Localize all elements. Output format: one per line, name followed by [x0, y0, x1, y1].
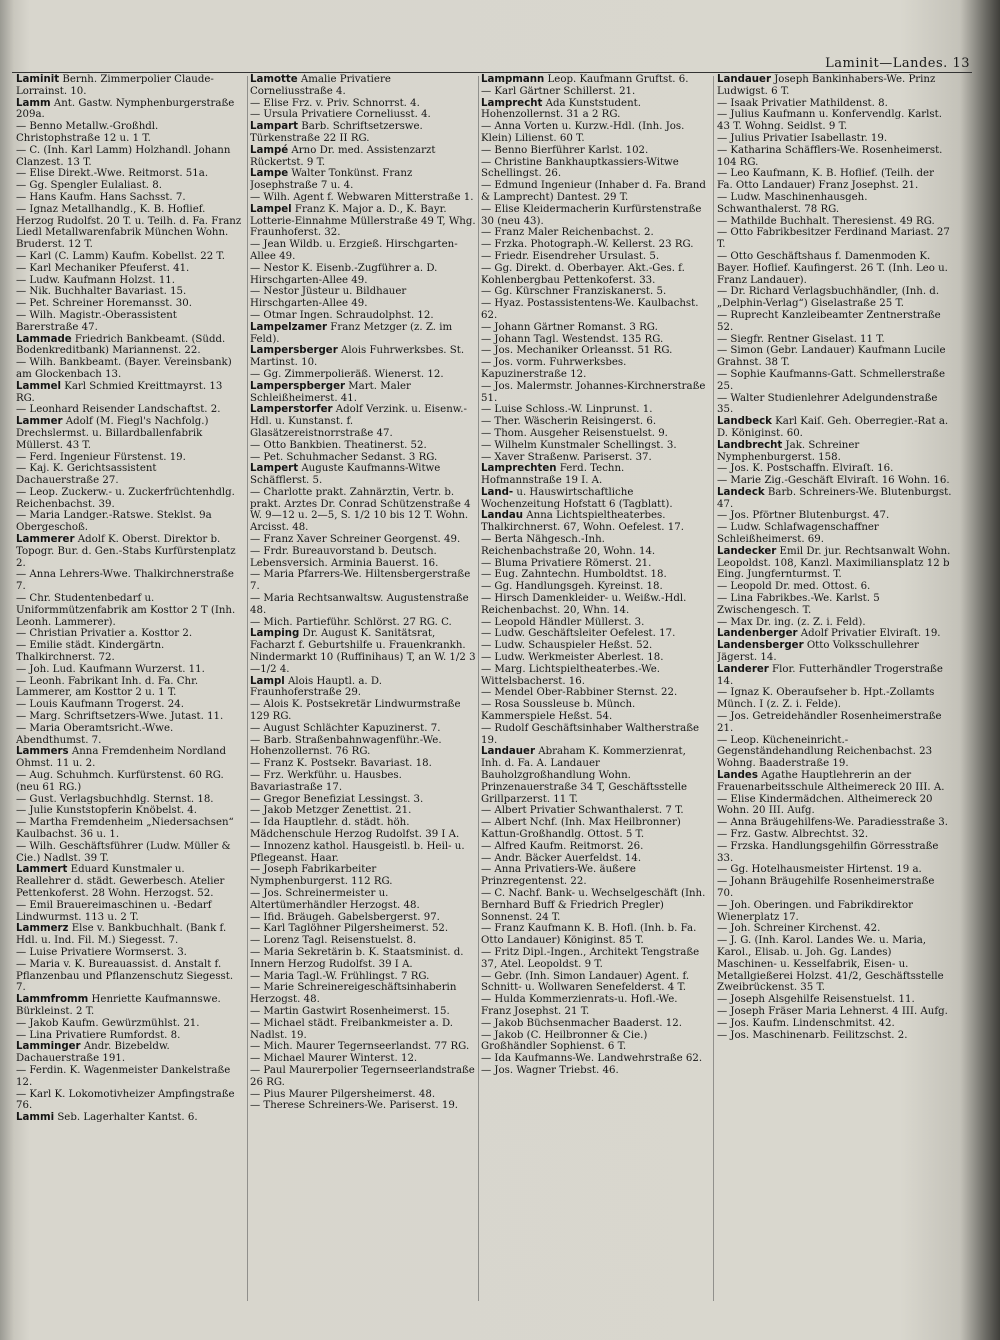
- directory-entry: — Jos. Maschinenarb. Feilitzschst. 2.: [717, 1029, 908, 1041]
- directory-entry: — Gg. Spengler Eulaliast. 8.: [16, 180, 163, 192]
- directory-entry: — Otto Bankbien. Theatinerst. 52.: [250, 439, 427, 451]
- directory-entry: — Maria Landger.-Ratswe. Steklst. 9a Obergeschoß.: [16, 510, 212, 534]
- directory-entry: Lammers Anna Fremdenheim Nordland Ohmst. 11 u. 2.: [16, 746, 226, 770]
- directory-entry: — Ignaz Metallhandlg., K. B. Hoflief. Herzog Rudolfst. 20 T. u. Teilh. d. Fa. Franz Liedl Metallwarenfabrik München Wohn. Bruderst. 12 T.: [16, 203, 242, 251]
- entry-surname: Landecker: [717, 545, 777, 557]
- directory-entry: — Friedr. Eisendreher Ursulast. 5.: [481, 250, 660, 262]
- entry-surname: Lampart: [250, 121, 299, 133]
- directory-entry: — Charlotte prakt. Zahnärztin, Vertr. b. prakt. Arztes Dr. Conrad Schützenstraße 4 W. 9—12 u. 2—5, S. 1/2 10 bis 12 T. Wohn. Arcisst. 48.: [250, 486, 471, 534]
- directory-entry: — Otto Geschäftshaus f. Damenmoden K. Bayer. Hoflief. Kaufingerst. 26 T. (Inh. Leo u. Franz Landauer).: [717, 250, 948, 286]
- directory-entry: — Bluma Privatiere Römerst. 21.: [481, 557, 652, 569]
- column-separator: [478, 76, 479, 1301]
- directory-entry: — Maria Rechtsanwaltsw. Augustenstraße 48.: [250, 593, 469, 616]
- directory-entry: — Leop. Kücheneinricht.-Gegenständehandlung Reichenbachst. 23 Wohng. Baaderstraße 19.: [717, 734, 933, 770]
- directory-entry: — Gg. Direkt. d. Oberbayer. Akt.-Ges. f. Kohlenbergbau Pettenkoferst. 33.: [481, 262, 685, 286]
- directory-entry: — Luise Schloss.-W. Linprunst. 1.: [481, 404, 653, 416]
- directory-entry: — Alfred Kaufm. Reitmorst. 26.: [481, 840, 644, 852]
- directory-entry: — Albert Nchf. (Inh. Max Heilbronner) Kattun-Großhandlg. Ottost. 5 T.: [481, 817, 681, 840]
- directory-entry: — Jakob (C. Heilbronner & Cie.) Großhändler Sophienst. 6 T.: [481, 1029, 648, 1053]
- directory-entry: Lampert Auguste Kaufmanns-Witwe Schäfflerst. 5.: [250, 463, 441, 487]
- directory-entry: Landerer Flor. Futterhändler Trogerstraße 14.: [717, 663, 943, 687]
- entry-surname: Landbrecht: [717, 439, 783, 451]
- directory-entry: — Emil Brauereimaschinen u. -Bedarf Lindwurmst. 113 u. 2 T.: [16, 899, 212, 923]
- directory-entry: — C. (Inh. Karl Lamm) Holzhandl. Johann Clanzest. 13 T.: [16, 144, 231, 168]
- directory-entry: — Barb. Straßenbahnwagenführ.-We. Hohenzollernst. 76 RG.: [250, 734, 442, 758]
- directory-entry: — Nestor Jüsteur u. Bildhauer Hirschgarten-Allee 49.: [250, 286, 407, 310]
- directory-entry: — Frzka. Photograph.-W. Kellerst. 23 RG.: [481, 239, 694, 251]
- directory-entry: — Jos. Malermstr. Johannes-Kirchnerstraße 51.: [481, 380, 706, 404]
- directory-entry: Laminit Bernh. Zimmerpolier Claude-Lorrainst. 10.: [16, 74, 214, 97]
- directory-entry: Landensberger Otto Volksschullehrer Jägerst. 14.: [717, 640, 919, 664]
- directory-entry: Lammi Seb. Lagerhalter Kantst. 6.: [16, 1112, 198, 1124]
- directory-entry: — Martin Gastwirt Rosenheimerst. 15.: [250, 1005, 450, 1017]
- directory-entry: — Eug. Zahntechn. Humboldtst. 18.: [481, 569, 667, 581]
- directory-entry: — Julius Kaufmann u. Konfervendlg. Karlst. 43 T. Wohng. Seidlst. 9 T.: [717, 109, 942, 133]
- directory-entry: Landenberger Adolf Privatier Elviraſt. 19.: [717, 628, 941, 640]
- directory-entry: — Frzska. Handlungsgehilfin Görresstraße 33.: [717, 840, 939, 864]
- entry-surname: Lammer: [16, 416, 63, 428]
- entry-surname: Lamprechten: [481, 463, 557, 475]
- directory-entry: — Wilh. Geschäftsführer (Ludw. Müller & Cie.) Nadlst. 39 T.: [16, 840, 231, 864]
- directory-entry: — Isaak Privatier Mathildenst. 8.: [717, 97, 888, 109]
- entry-surname: Lampel: [250, 203, 292, 215]
- directory-entry: — Wilh. Agent f. Webwaren Mitterstraße 1.: [250, 191, 474, 203]
- directory-entry: — Otmar Ingen. Schraudolphst. 12.: [250, 309, 434, 321]
- entry-surname: Lampmann: [481, 74, 545, 85]
- directory-entry: — Mathilde Buchhalt. Theresienst. 49 RG.: [717, 215, 935, 227]
- directory-entry: — Emilie städt. Kindergärtn. Thalkirchnerst. 72.: [16, 640, 165, 664]
- directory-entry: — Rosa Soussleuse b. Münch. Kammerspiele Heßst. 54.: [481, 699, 636, 723]
- entry-surname: Lamperstorfer: [250, 404, 333, 416]
- directory-entry: Landauer Joseph Bankinhabers-We. Prinz Ludwigst. 6 T.: [717, 74, 936, 97]
- directory-entry: — Walter Studienlehrer Adelgundenstraße 35.: [717, 392, 938, 416]
- directory-entry: — Katharina Schäfflers-We. Rosenheimerst. 104 RG.: [717, 144, 943, 168]
- directory-entry: — Joseph Fabrikarbeiter Nymphenburgerst. 112 RG.: [250, 864, 393, 888]
- directory-entry: — Chr. Studentenbedarf u. Uniformmützenfabrik am Kosttor 2 T (Inh. Leonh. Lammerer).: [16, 593, 236, 628]
- directory-entry: — Ther. Wäscherin Reisingerst. 6.: [481, 416, 657, 428]
- directory-entry: — Maria Tagl.-W. Frühlingst. 7 RG.: [250, 970, 430, 982]
- directory-entry: — Gust. Verlagsbuchhdlg. Sternst. 18.: [16, 793, 214, 805]
- entry-surname: Lammers: [16, 746, 69, 758]
- directory-entry: — Anna Vorten u. Kurzw.-Hdl. (Inh. Jos. Klein) Lilienst. 60 T.: [481, 121, 685, 144]
- directory-entry: — Wilh. Bankbeamt. (Bayer. Vereinsbank) am Glockenbach 13.: [16, 357, 232, 380]
- directory-entry: — Jakob Büchsenmacher Baaderst. 12.: [481, 1017, 682, 1029]
- directory-entry: — J. G. (Inh. Karol. Landes We. u. Maria, Karol., Elisab. u. Joh. Gg. Landes) Maschinen- u. Kesselfabrik, Eisen- u. Metallgießerei Holzst. 41/2, Geschäftsstelle Zweibrückenst. 35 T.: [717, 935, 944, 994]
- entry-surname: Lampelzamer: [250, 321, 328, 333]
- directory-entry: — Elise Direkt.-Wwe. Reitmorst. 51a.: [16, 168, 209, 180]
- directory-entry: — Xaver Straßenw. Pariserst. 37.: [481, 451, 652, 463]
- directory-entry: Landecker Emil Dr. jur. Rechtsanwalt Wohn. Leopoldst. 108, Kanzl. Maximiliansplatz 12 b Eing. Jungfernturmst. T.: [717, 545, 951, 581]
- entry-surname: Lamping: [250, 628, 300, 640]
- directory-entry: Lammade Friedrich Bankbeamt. (Südd. Bodenkreditbank) Mariannenst. 22.: [16, 333, 226, 357]
- directory-entry: Lammert Eduard Kunstmaler u. Reallehrer d. städt. Gewerbesch. Atelier Pettenkoferst. 28 Wohn. Herzogst. 52.: [16, 864, 225, 899]
- entry-surname: Lampert: [250, 463, 299, 475]
- entry-surname: Land-: [481, 486, 514, 498]
- directory-entry: Lamperstorfer Adolf Verzink. u. Eisenw.-Hdl. u. Kunstanst. f. Glasätzereistnorrstraße 47.: [250, 404, 467, 439]
- directory-entry: — Anna Privatiers-We. äußere Prinzregentenst. 22.: [481, 864, 636, 888]
- directory-entry: — Hyaz. Postassistentens-We. Kaulbachst. 62.: [481, 298, 699, 321]
- directory-entry: — Sophie Kaufmanns-Gatt. Schmellerstraße 25.: [717, 368, 946, 392]
- directory-entry: — Lina Privatiere Rumfordst. 8.: [16, 1029, 181, 1041]
- directory-entry: — Franz Xaver Schreiner Georgenst. 49.: [250, 534, 461, 546]
- directory-entry: Lammer Adolf (M. Fiegl's Nachfolg.) Drechslermst. u. Billardballenfabrik Müllerst. 43 T.: [16, 416, 209, 451]
- directory-entry: — Johann Bräugehilfe Rosenheimerstraße 70.: [717, 876, 935, 899]
- directory-entry: — Pet. Schreiner Horemansst. 30.: [16, 298, 192, 310]
- directory-entry: — Otto Fabrikbesitzer Ferdinand Mariast. 27 T.: [717, 227, 950, 251]
- directory-entry: — Maria Oberamtsricht.-Wwe. Abendthumst. 7.: [16, 722, 174, 746]
- page-header: [760, 56, 970, 71]
- directory-entry: — Maria Sekretärin b. K. Staatsminist. d. Innern Herzog Rudolfst. 39 I A.: [250, 946, 464, 970]
- entry-surname: Landes: [717, 770, 758, 782]
- directory-entry: Landbeck Karl Kaiſ. Geh. Oberregier.-Rat a. D. Königinst. 60.: [717, 416, 949, 439]
- directory-entry: — Joh. Oberingen. und Fabrikdirektor Wienerplatz 17.: [717, 899, 913, 923]
- directory-entry: — Paul Maurerpolier Tegernseerlandstraße 26 RG.: [250, 1064, 475, 1088]
- directory-entry: — Franz Maler Reichenbachst. 2.: [481, 227, 654, 239]
- entry-surname: Landauer: [717, 74, 771, 85]
- column-1: [16, 74, 242, 1304]
- entry-surname: Landensberger: [717, 640, 804, 652]
- directory-entry: — Nik. Buchhalter Bavariast. 15.: [16, 286, 187, 298]
- entry-surname: Lamperspberger: [250, 380, 346, 392]
- directory-entry: Lamping Dr. August K. Sanitätsrat, Facharzt f. Geburtshilfe u. Frauenkrankh. Nindermarkt 10 (Ruffinihaus) T, an W. 1/2 3—1/2 4.: [250, 628, 476, 675]
- directory-entry: Landbrecht Jak. Schreiner Nymphenburgerst. 158.: [717, 439, 860, 463]
- directory-entry: Landes Agathe Hauptlehrerin an der Frauenarbeitsschule Altheimereck 20 III. A.: [717, 770, 945, 793]
- directory-entry: — Johann Tagl. Westendst. 135 RG.: [481, 333, 664, 345]
- directory-entry: — Christine Bankhauptkassiers-Witwe Schellingst. 26.: [481, 156, 679, 180]
- directory-entry: — Gg. Handlungsgeh. Kyreinst. 18.: [481, 581, 663, 593]
- directory-entry: — Ruprecht Kanzleibeamter Zentnerstraße 52.: [717, 309, 941, 333]
- entry-surname: Landau: [481, 510, 524, 522]
- entry-surname: Landauer: [481, 746, 535, 758]
- column-separator: [247, 76, 248, 1301]
- directory-entry: — Marie Zig.-Geschäft Elviraſt. 16 Wohn. 16.: [717, 475, 950, 487]
- directory-entry: — Maria v. K. Bureauassist. d. Anstalt f. Pflanzenbau und Pflanzenschutz Siegesst. 7.: [16, 958, 234, 994]
- directory-entry: — Leonh. Fabrikant Inh. d. Fa. Chr. Lammerer, am Kosttor 2 u. 1 T.: [16, 675, 199, 699]
- directory-entry: — Andr. Bäcker Auerfeldst. 14.: [481, 852, 642, 864]
- directory-entry: Lampelzamer Franz Metzger (z. Z. im Feld).: [250, 321, 453, 345]
- directory-entry: Lamotte Amalie Privatiere Corneliusstraße 4.: [250, 74, 391, 97]
- entry-surname: Lamotte: [250, 74, 298, 85]
- directory-entry: — Ludw. Maschinenhausgeh. Schwanthalerst. 78 RG.: [717, 191, 868, 215]
- entry-surname: Landenberger: [717, 628, 798, 640]
- directory-entry: — Maria Pfarrers-We. Hiltensbergerstraße 7.: [250, 569, 471, 593]
- entry-surname: Lamminger: [16, 1041, 81, 1053]
- directory-entry: — Louis Kaufmann Trogerst. 24.: [16, 699, 184, 711]
- directory-entry: — Benno Bierführer Karlst. 102.: [481, 144, 649, 156]
- directory-entry: — Marg. Schriftsetzers-Wwe. Jutast. 11.: [16, 711, 224, 723]
- directory-entry: — Christian Privatier a. Kosttor 2.: [16, 628, 193, 640]
- directory-entry: — Johann Gärtner Romanst. 3 RG.: [481, 321, 658, 333]
- directory-entry: — Gg. Kürschner Franziskanerst. 5.: [481, 286, 667, 298]
- directory-entry: — Jos. vorm. Fuhrwerksbes. Kapuzinerstraße 12.: [481, 357, 627, 380]
- directory-entry: — Ludw. Schlafwagenschaffner Schleißheimerst. 69.: [717, 522, 879, 546]
- entry-surname: Lammel: [16, 380, 61, 392]
- entry-surname: Lammerz: [16, 923, 69, 935]
- entry-surname: Lamprecht: [481, 97, 543, 109]
- directory-entry: — Simon (Gebr. Landauer) Kaufmann Lucile Grahnst. 38 T.: [717, 345, 946, 369]
- directory-entry: — Karl (C. Lamm) Kaufm. Kobellst. 22 T.: [16, 250, 225, 262]
- directory-entry: — Frdr. Bureauvorstand b. Deutsch. Lebensversich. Arminia Bauerst. 16.: [250, 545, 439, 569]
- directory-entry: — Ferd. Ingenieur Fürstenst. 19.: [16, 451, 186, 463]
- directory-entry: — Jos. Getreidehändler Rosenheimerstraße 21.: [717, 711, 942, 734]
- directory-entry: Lampe Walter Tonkünst. Franz Josephstraße 7 u. 4.: [250, 168, 413, 192]
- directory-entry: — Benno Metallw.-Großhdl. Christophstraße 12 u. 1 T.: [16, 121, 159, 144]
- directory-entry: — Franz K. Postsekr. Bavariast. 18.: [250, 758, 432, 770]
- directory-entry: — Nestor K. Eisenb.-Zugführer a. D. Hirschgarten-Allee 49.: [250, 262, 438, 286]
- directory-entry: — Gg. Zimmerpolieräß. Wienerst. 12.: [250, 368, 444, 380]
- directory-entry: Lamminger Andr. Bizebeldw. Dachauerstraße 191.: [16, 1041, 170, 1065]
- directory-entry: — Leopold Dr. med. Ottost. 6.: [717, 581, 871, 593]
- directory-entry: — Dr. Richard Verlagsbuchhändler, (Inh. d. „Delphin-Verlag“) Giselastraße 25 T.: [717, 286, 940, 310]
- directory-entry: Landau Anna Lichtspieltheaterbes. Thalkirchnerst. 67, Wohn. Oefelest. 17.: [481, 510, 684, 534]
- entry-surname: Lampl: [250, 675, 285, 687]
- directory-entry: — Mich. Partieführ. Schlörst. 27 RG. C.: [250, 616, 452, 628]
- directory-entry: — Ferdin. K. Wagenmeister Dankelstraße 12.: [16, 1064, 231, 1088]
- directory-entry: — Berta Nähgesch.-Inh. Reichenbachstraße 20, Wohn. 14.: [481, 534, 656, 557]
- directory-entry: — Anna Lehrers-Wwe. Thalkirchnerstraße 7.: [16, 569, 234, 593]
- directory-entry: — Joseph Fräser Maria Lehnerst. 4 III. Aufg.: [717, 1005, 948, 1017]
- directory-entry: — Hirsch Damenkleider- u. Weißw.-Hdl. Reichenbachst. 20, Whn. 14.: [481, 593, 687, 616]
- directory-entry: — Ludw. Werkmeister Aberlest. 18.: [481, 652, 664, 664]
- directory-entry: — Lorenz Tagl. Reisenstuelst. 8.: [250, 935, 417, 947]
- directory-entry: — Albert Privatier Schwanthalerst. 7 T.: [481, 805, 684, 817]
- directory-entry: — Hulda Kommerzienrats-u. Hofl.-We. Franz Josephst. 21 T.: [481, 994, 678, 1017]
- column-3: [481, 74, 707, 1304]
- directory-entry: — Michael Maurer Winterst. 12.: [250, 1053, 418, 1065]
- entry-surname: Landbeck: [717, 416, 772, 428]
- directory-entry: — Joseph Alsgehilfe Reisenstuelst. 11.: [717, 994, 915, 1006]
- directory-entry: — Therese Schreiners-We. Pariserst. 19.: [250, 1100, 459, 1112]
- directory-entry: — Siegfr. Rentner Giselast. 11 T.: [717, 333, 885, 345]
- column-2: [250, 74, 476, 1304]
- directory-entry: Lammerer Adolf K. Oberst. Direktor b. Topogr. Bur. d. Gen.-Stabs Kurfürstenplatz 2.: [16, 534, 236, 569]
- running-title: Laminit—Landes.: [825, 56, 948, 71]
- entry-surname: Landeck: [717, 486, 765, 498]
- directory-entry: — August Schlächter Kapuzinerst. 7.: [250, 722, 441, 734]
- directory-entry: — Pius Maurer Pilgersheimerst. 48.: [250, 1088, 436, 1100]
- directory-entry: — Elise Kindermädchen. Altheimereck 20 Wohn. 20 III. Aufg.: [717, 793, 933, 817]
- entry-surname: Lammade: [16, 333, 72, 345]
- directory-entry: — Max Dr. ing. (z. Z. i. Feld).: [717, 616, 866, 628]
- directory-entry: — Luise Privatiere Wormserst. 3.: [16, 946, 187, 958]
- directory-entry: Landauer Abraham K. Kommerzienrat, Inh. d. Fa. A. Landauer Bauholzgroßhandlung Wohn. Prinzenauerstraße 34 T, Geschäftsstelle Grillparzerst. 11 T.: [481, 746, 688, 805]
- entry-surname: Landerer: [717, 663, 769, 675]
- directory-entry: Lammfromm Henriette Kaufmannswe. Bürkleinst. 2 T.: [16, 994, 221, 1017]
- directory-entry: — Jakob Kaufm. Gewürzmühlst. 21.: [16, 1017, 200, 1029]
- directory-entry: — Gebr. (Inh. Simon Landauer) Agent. f. Schnitt- u. Wollwaren Senefelderst. 4 T.: [481, 970, 690, 994]
- directory-entry: — Rudolf Geschäftsinhaber Waltherstraße 19.: [481, 722, 700, 746]
- directory-entry: — Joh. Schreiner Kirchenst. 42.: [717, 923, 881, 935]
- directory-entry: — Elise Frz. v. Priv. Schnorrst. 4.: [250, 97, 420, 109]
- directory-entry: — Wilh. Magistr.-Oberassistent Barerstraße 47.: [16, 309, 177, 333]
- directory-entry: — Jos. K. Postschaffn. Elviraſt. 16.: [717, 463, 894, 475]
- directory-entry: — Karl Gärtner Schillerst. 21.: [481, 85, 636, 97]
- directory-entry: — Ludw. Geschäftsleiter Oefelest. 17.: [481, 628, 676, 640]
- directory-entry: — Elise Kleidermacherin Kurfürstenstraße 30 (neu 43).: [481, 203, 702, 227]
- directory-entry: — Michael städt. Freibankmeister a. D. Nadlst. 19.: [250, 1017, 454, 1041]
- directory-entry: Lamm Ant. Gastw. Nymphenburgerstraße 209a.: [16, 97, 235, 121]
- directory-entry: — Jos. Wagner Triebst. 46.: [481, 1064, 619, 1076]
- directory-entry: — Jos. Pförtner Blutenburgst. 47.: [717, 510, 890, 522]
- directory-entry: — Martha Fremdenheim „Niedersachsen“ Kaulbachst. 36 u. 1.: [16, 817, 234, 840]
- directory-entry: Landeck Barb. Schreiners-We. Blutenburgst. 47.: [717, 486, 952, 510]
- directory-entry: Lammerz Else v. Bankbuchhalt. (Bank f. Hdl. u. Ind. Fil. M.) Siegesst. 7.: [16, 923, 227, 947]
- directory-entry: — Anna Bräugehilfens-We. Paradiesstraße 3.: [717, 817, 948, 829]
- directory-entry: — Karl Taglöhner Pilgersheimerst. 52.: [250, 923, 449, 935]
- directory-entry: — Jean Wildb. u. Erzgieß. Hirschgarten-Allee 49.: [250, 239, 458, 262]
- directory-entry: — Ignaz K. Oberaufseher b. Hpt.-Zollamts Münch. I (z. Z. i. Felde).: [717, 687, 935, 711]
- directory-entry: — Marie Schreinereigeschäftsinhaberin Herzogst. 48.: [250, 982, 457, 1006]
- directory-entry: — Wilhelm Kunstmaler Schellingst. 3.: [481, 439, 677, 451]
- directory-entry: — Alois K. Postsekretär Lindwurmstraße 129 RG.: [250, 699, 461, 723]
- directory-entry: — Ursula Privatiere Corneliusst. 4.: [250, 109, 431, 121]
- directory-entry: Lampel Franz K. Major a. D., K. Bayr. Lotterie-Einnahme Müllerstraße 49 T, Whg. Fraunhoferst. 32.: [250, 203, 476, 239]
- directory-entry: — Hans Kaufm. Hans Sachsst. 7.: [16, 191, 186, 203]
- directory-entry: Lampmann Leop. Kaufmann Gruftst. 6.: [481, 74, 689, 85]
- entry-surname: Lammert: [16, 864, 68, 876]
- directory-entry: — C. Nachf. Bank- u. Wechselgeschäft (Inh. Bernhard Buff & Friedrich Pregler) Sonnenst. 24 T.: [481, 887, 706, 923]
- directory-entry: — Jos. Schreinermeister u. Altertümerhändler Herzogst. 48.: [250, 887, 420, 911]
- entry-surname: Lammerer: [16, 534, 75, 546]
- entry-surname: Lammi: [16, 1112, 55, 1124]
- entry-surname: Lampersberger: [250, 345, 338, 357]
- directory-entry: Lamprecht Ada Kunststudent. Hohenzollernst. 31 a 2 RG.: [481, 97, 641, 121]
- directory-entry: — Karl Mechaniker Pfeuferst. 41.: [16, 262, 190, 274]
- directory-entry: — Aug. Schuhmch. Kurfürstenst. 60 RG. (neu 61 RG.): [16, 770, 224, 793]
- directory-entry: — Pet. Schuhmacher Sedanst. 3 RG.: [250, 451, 438, 463]
- directory-entry: Lammel Karl Schmied Kreittmayrst. 13 RG.: [16, 380, 223, 404]
- directory-entry: — Fritz Dipl.-Ingen., Architekt Tengstraße 37, Atel. Leopoldst. 9 T.: [481, 946, 700, 970]
- directory-entry: — Mendel Ober-Rabbiner Sternst. 22.: [481, 687, 678, 699]
- directory-entry: — Kaj. K. Gerichtsassistent Dachauerstraße 27.: [16, 463, 157, 487]
- directory-entry: Lampé Arno Dr. med. Assistenzarzt Rückertst. 9 T.: [250, 144, 436, 168]
- directory-entry: — Leo Kaufmann, K. B. Hoflief. (Teilh. der Fa. Otto Landauer) Franz Josephst. 21.: [717, 168, 934, 192]
- directory-entry: — Gg. Hotelhausmeister Hirtenst. 19 a.: [717, 864, 922, 876]
- directory-entry: Lamperspberger Mart. Maler Schleißheimerst. 41.: [250, 380, 411, 404]
- directory-entry: — Jos. Mechaniker Orleansst. 51 RG.: [481, 345, 673, 357]
- page-number: 13: [952, 56, 970, 71]
- header-rule: [12, 72, 972, 73]
- column-separator: [713, 76, 714, 1301]
- column-4: [717, 74, 952, 1304]
- entry-surname: Lampé: [250, 144, 289, 156]
- directory-entry: Lampart Barb. Schriftsetzerswe. Türkenstraße 22 II RG.: [250, 121, 423, 144]
- directory-entry: — Frz. Gastw. Albrechtst. 32.: [717, 829, 869, 840]
- directory-entry: — Mich. Maurer Tegernseerlandst. 77 RG.: [250, 1041, 470, 1053]
- directory-entry: Lampersberger Alois Fuhrwerksbes. St. Martinst. 10.: [250, 345, 465, 369]
- directory-entry: Land- u. Hauswirtschaftliche Wochenzeitung Hofstatt 6 (Tagblatt).: [481, 486, 673, 510]
- directory-entry: — Ludw. Kaufmann Holzst. 11.: [16, 274, 176, 286]
- directory-entry: — Edmund Ingenieur (Inhaber d. Fa. Brand & Lamprecht) Dantest. 29 T.: [481, 180, 706, 203]
- directory-entry: — Marg. Lichtspieltheaterbes.-We. Wittelsbacherst. 16.: [481, 663, 661, 687]
- directory-entry: — Julie Kunststopferin Knöbelst. 4.: [16, 805, 198, 817]
- directory-entry: — Ida Hauptlehr. d. städt. höh. Mädchenschule Herzog Rudolfst. 39 I A.: [250, 817, 460, 840]
- directory-entry: — Innozenz kathol. Hausgeistl. b. Heil- u. Pflegeanst. Haar.: [250, 840, 465, 864]
- directory-entry: — Joh. Lud. Kaufmann Wurzerst. 11.: [16, 663, 205, 675]
- entry-surname: Lamm: [16, 97, 51, 109]
- directory-entry: — Leonhard Reisender Landschaftst. 2.: [16, 404, 221, 416]
- directory-entry: Lampl Alois Hauptl. a. D. Fraunhoferstraße 29.: [250, 675, 382, 699]
- directory-entry: — Ida Kaufmanns-We. Landwehrstraße 62.: [481, 1053, 703, 1065]
- entry-surname: Lampe: [250, 168, 289, 180]
- directory-entry: — Lina Fabrikbes.-We. Karlst. 5 Zwischengesch. T.: [717, 593, 880, 616]
- directory-entry: — Karl K. Lokomotivheizer Ampfingstraße 76.: [16, 1088, 235, 1112]
- directory-entry: — Thom. Ausgeher Reisenstuelst. 9.: [481, 427, 668, 439]
- directory-entry: — Julius Privatier Isabellastr. 19.: [717, 132, 888, 144]
- directory-entry: — Jakob Metzger Zenettist. 21.: [250, 805, 412, 817]
- directory-entry: — Franz Kaufmann K. B. Hofl. (Inh. b. Fa. Otto Landauer) Königinst. 85 T.: [481, 923, 697, 947]
- directory-entry: Lamprechten Ferd. Techn. Hofmannstraße 19 I. A.: [481, 463, 625, 487]
- entry-surname: Laminit: [16, 74, 60, 85]
- directory-entry: — Frz. Werkführ. u. Hausbes. Bavariastraße 17.: [250, 770, 402, 793]
- directory-entry: — Gregor Benefiziat Lessingst. 3.: [250, 793, 424, 805]
- directory-entry: — Leopold Händler Müllerst. 3.: [481, 616, 645, 628]
- entry-surname: Lammfromm: [16, 994, 89, 1006]
- directory-entry: — Ludw. Schauspieler Heßst. 52.: [481, 640, 653, 652]
- directory-entry: — Leop. Zuckerw.- u. Zuckerfrüchtenhdlg. Reichenbachst. 39.: [16, 486, 235, 510]
- directory-entry: — Ifid. Bräugeh. Gabelsbergerst. 97.: [250, 911, 440, 923]
- directory-entry: — Jos. Kaufm. Lindenschmitst. 42.: [717, 1017, 895, 1029]
